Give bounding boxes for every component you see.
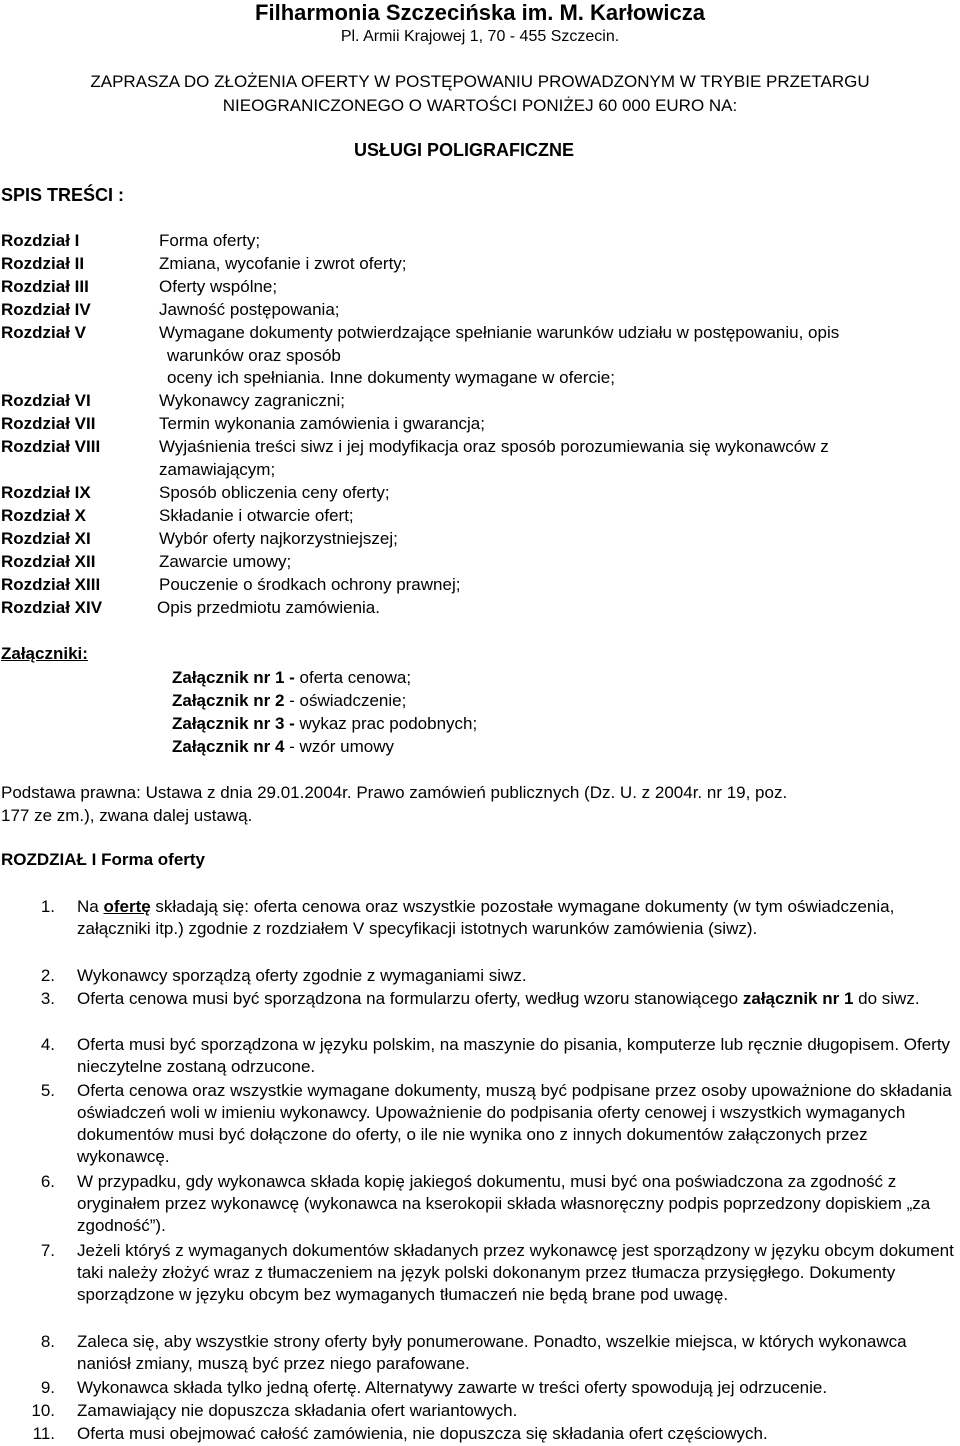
toc-title: Pouczenie o środkach ochrony prawnej; (159, 575, 461, 594)
toc-title-continuation: zamawiającym; (159, 460, 276, 479)
list-number: 11. (32, 1424, 55, 1443)
attachment-desc: wykaz prac podobnych; (294, 714, 478, 733)
list-item (77, 896, 957, 940)
toc-title: Forma oferty; (159, 231, 261, 250)
list-item-text: składają się: oferta cenowa oraz wszystkie pozostałe wymagane dokumenty (w tym oświadczenia, załączniki itp.) zgodnie z rozdziałem V specyfikacji istotnych warunków zamówienia (siwz). (77, 897, 895, 938)
toc-label: Rozdział V (1, 323, 87, 342)
list-item: Wykonawca składa tylko jedną ofertę. Alternatywy zawarte w treści oferty spowodują jej odrzucenie. (77, 1378, 828, 1397)
attachments-heading: Załączniki: (1, 644, 88, 663)
toc-label: Rozdział II (1, 254, 85, 273)
list-number: 3. (40, 989, 55, 1008)
toc-label: Rozdział XIV (1, 598, 103, 617)
address: Pl. Armii Krajowej 1, 70 - 455 Szczecin. (340, 28, 620, 45)
list-number: 4. (40, 1035, 55, 1054)
list-item: Oferta musi obejmować całość zamówienia, nie dopuszcza się składania ofert częściowych. (77, 1424, 768, 1443)
invitation-line-1: ZAPRASZA DO ZŁOŻENIA OFERTY W POSTĘPOWANIU PROWADZONYM W TRYBIE PRZETARGU (90, 72, 870, 91)
toc-title: Wykonawcy zagraniczni; (159, 391, 345, 410)
attachment-item (172, 713, 477, 735)
list-item: Jeżeli któryś z wymaganych dokumentów składanych przez wykonawcę jest sporządzony w języku obcym dokument taki należy złożyć wraz z tłumaczeniem na język polski dokonanym przez tłumacza przysięgłego. Dokumenty sporządzone w języku obcym bez wymaganych tłumaczeń nie będą brane pod uwagę. (77, 1241, 954, 1304)
list-number: 7. (40, 1241, 55, 1260)
toc-title: Opis przedmiotu zamówienia. (157, 598, 380, 617)
toc-label: Rozdział IV (1, 300, 91, 319)
list-number: 5. (40, 1081, 55, 1100)
attachment-desc: - wzór umowy (284, 737, 395, 756)
toc-title: Składanie i otwarcie ofert; (159, 506, 354, 525)
list-item: Oferta cenowa oraz wszystkie wymagane dokumenty, muszą być podpisane przez osoby upoważnione do składania oświadczeń woli w imieniu wykonawcy. Upoważnienie do podpisania oferty cenowej i wszystkich wymaganych dokumentów musi być dołączone do oferty, o ile nie wynika ono z innych dokumentów załączonych przez wykonawcę. (77, 1081, 952, 1166)
legal-basis-line-2: 177 ze zm.), zwana dalej ustawą. (1, 806, 253, 825)
list-number: 10. (31, 1401, 55, 1420)
toc-title: Wybór oferty najkorzystniejszej; (159, 529, 398, 548)
attachment-desc: oferta cenowa; (294, 668, 412, 687)
list-item-text: Na (77, 897, 104, 916)
list-number: 2. (40, 966, 55, 985)
toc-label: Rozdział VI (1, 391, 91, 410)
attachment-label: Załącznik nr 3 - (172, 714, 295, 733)
toc-title: Zmiana, wycofanie i zwrot oferty; (159, 254, 407, 273)
document-title: Filharmonia Szczecińska im. M. Karłowicza (255, 0, 705, 25)
order-subject: USŁUGI POLIGRAFICZNE (354, 140, 574, 160)
attachment-desc: - oświadczenie; (284, 691, 407, 710)
attachment-label: Załącznik nr 1 - (172, 668, 295, 687)
list-number: 8. (40, 1332, 55, 1351)
legal-basis-line-1: Podstawa prawna: Ustawa z dnia 29.01.2004r. Prawo zamówień publicznych (Dz. U. z 2004r. nr 19, poz. (1, 783, 788, 802)
attachment-label: Załącznik nr 4 (172, 737, 285, 756)
list-item: Oferta musi być sporządzona w języku polskim, na maszynie do pisania, komputerze lub ręcznie długopisem. Oferty nieczytelne zostaną odrzucone. (77, 1035, 951, 1076)
attachment-item (172, 736, 394, 758)
list-number: 6. (40, 1172, 55, 1191)
toc-label: Rozdział IX (1, 483, 91, 502)
list-item: Zamawiający nie dopuszcza składania ofert wariantowych. (77, 1401, 518, 1420)
toc-heading: SPIS TREŚCI : (1, 185, 125, 205)
attachment-item (172, 690, 406, 712)
toc-label: Rozdział I (1, 231, 80, 250)
toc-title: Wymagane dokumenty potwierdzające spełnianie warunków udziału w postępowaniu, opis (159, 323, 840, 342)
toc-label: Rozdział XIII (1, 575, 101, 594)
list-item-text: do siwz. (853, 989, 920, 1008)
toc-title-continuation: oceny ich spełniania. Inne dokumenty wymagane w ofercie; (167, 368, 615, 387)
section-heading: ROZDZIAŁ I Forma oferty (1, 850, 206, 869)
attachment-label: Załącznik nr 2 (172, 691, 285, 710)
list-number: 9. (40, 1378, 55, 1397)
toc-label: Rozdział X (1, 506, 87, 525)
toc-label: Rozdział VIII (1, 437, 101, 456)
toc-label: Rozdział VII (1, 414, 96, 433)
list-item: W przypadku, gdy wykonawca składa kopię jakiegoś dokumentu, musi być ona poświadczona za zgodność z oryginałem przez wykonawcę (wykonawca na kserokopii składa własnoręczny podpis poprzedzony dopiskiem „za zgodność”). (77, 1172, 931, 1235)
toc-title-continuation: warunków oraz sposób (167, 346, 341, 365)
toc-label: Rozdział III (1, 277, 89, 296)
toc-title: Wyjaśnienia treści siwz i jej modyfikacja oraz sposób porozumiewania się wykonawców z (159, 437, 829, 456)
toc-title: Zawarcie umowy; (159, 552, 292, 571)
toc-title: Termin wykonania zamówienia i gwarancja; (159, 414, 485, 433)
list-item: Zaleca się, aby wszystkie strony oferty były ponumerowane. Ponadto, wszelkie miejsca, w których wykonawca naniósł zmiany, muszą być przez niego parafowane. (77, 1332, 907, 1373)
list-item-text: Oferta cenowa musi być sporządzona na formularzu oferty, według wzoru stanowiącego (77, 989, 743, 1008)
list-item (77, 988, 957, 1010)
toc-label: Rozdział XI (1, 529, 91, 548)
list-number: 1. (40, 897, 55, 916)
toc-label: Rozdział XII (1, 552, 96, 571)
keyword-offer: ofertę (103, 897, 151, 916)
list-item: Wykonawcy sporządzą oferty zgodnie z wymaganiami siwz. (77, 966, 527, 985)
attachment-item (172, 667, 411, 689)
toc-title: Jawność postępowania; (159, 300, 340, 319)
toc-title: Oferty wspólne; (159, 277, 278, 296)
invitation-line-2: NIEOGRANICZONEGO O WARTOŚCI PONIŻEJ 60 000 EURO NA: (222, 96, 738, 115)
toc-title: Sposób obliczenia ceny oferty; (159, 483, 390, 502)
attachment-reference: załącznik nr 1 (742, 989, 854, 1008)
